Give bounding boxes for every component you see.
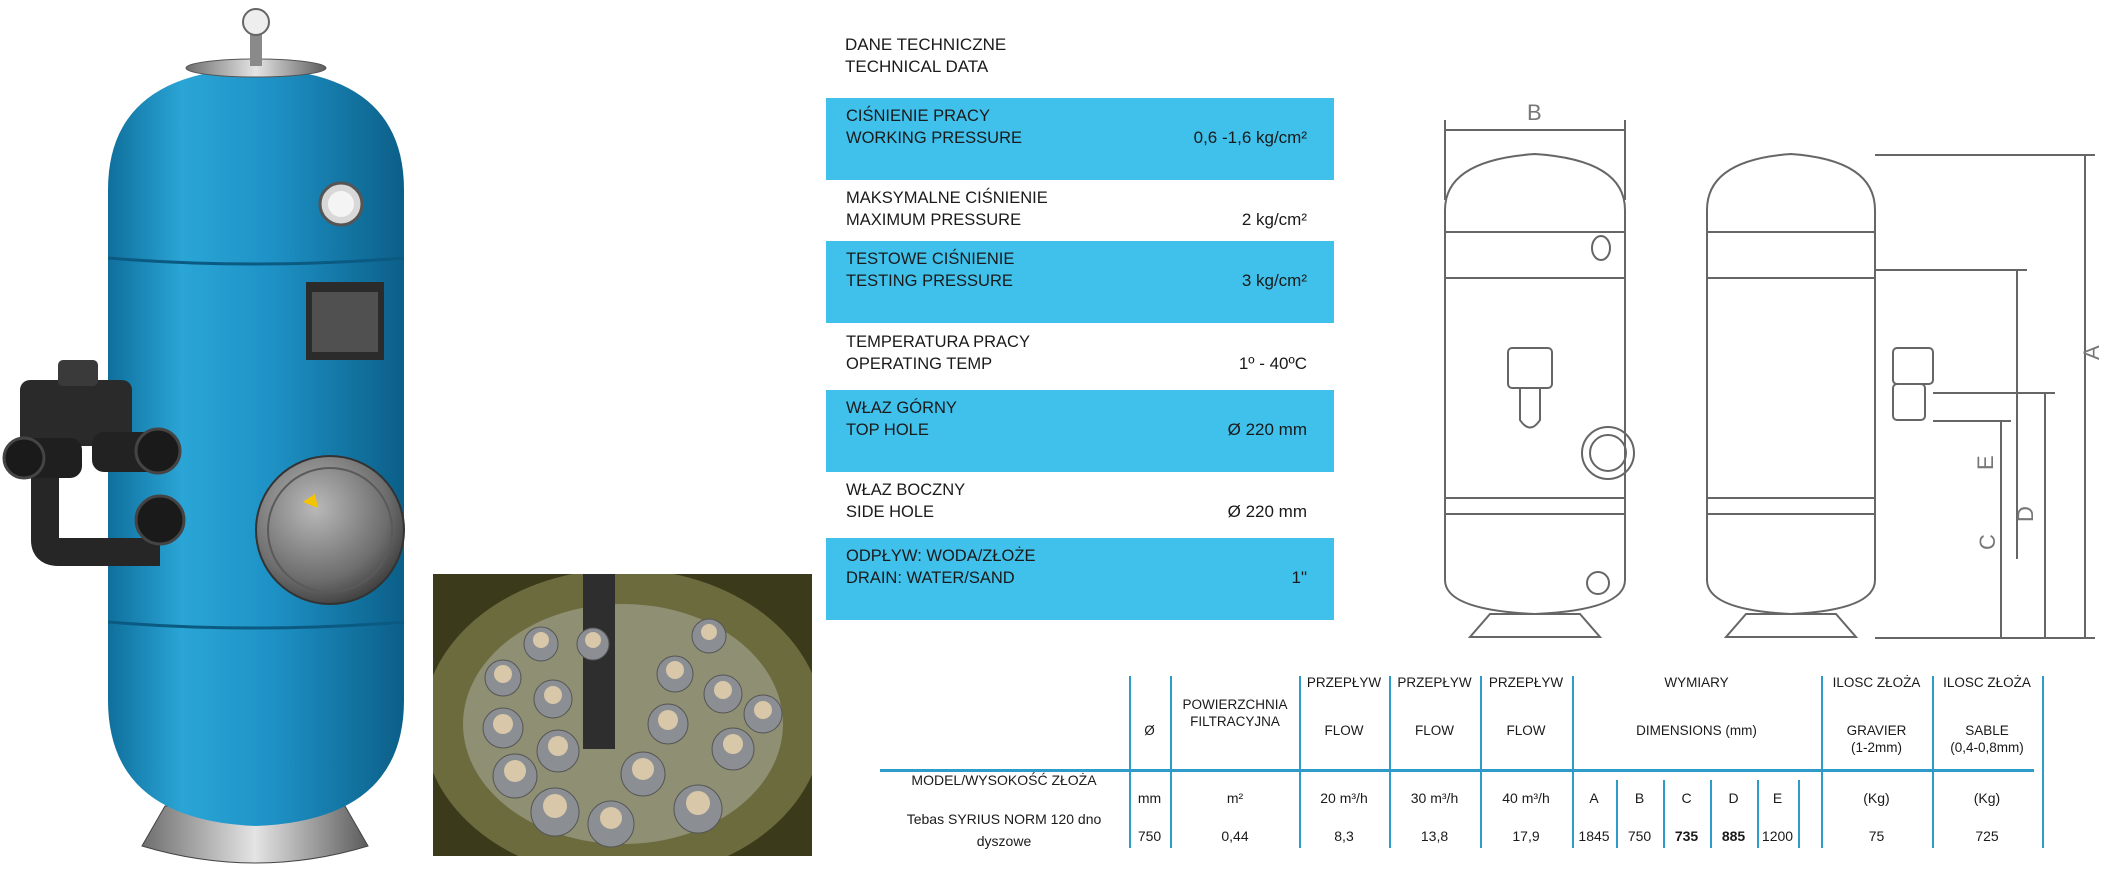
spec-row-working-pressure <box>826 98 1334 180</box>
header-flow-1-en: FLOW <box>1324 723 1364 738</box>
value-cell: 17,9 <box>1512 828 1540 844</box>
spec-label-pl: TESTOWE CIŚNIENIE <box>846 250 1015 268</box>
header-filtration <box>1171 696 1299 730</box>
spec-value: 1" <box>1291 568 1307 587</box>
spec-label-en: SIDE HOLE <box>846 502 935 521</box>
dimension-e-label: E <box>1973 455 1998 470</box>
spec-value: Ø 220 mm <box>1227 420 1307 439</box>
spec-label-en: DRAIN: WATER/SAND <box>846 568 1015 587</box>
unit-cell: (Kg) <box>1973 790 2001 806</box>
header-gravel-en <box>1821 722 1932 756</box>
spec-value: 2 kg/cm² <box>1241 210 1307 229</box>
value-cell: 0,44 <box>1221 828 1249 844</box>
header-flow-2-en: FLOW <box>1415 723 1454 738</box>
dimension-b-label: B <box>1527 100 1542 125</box>
dimension-c-label: C <box>1975 534 2000 550</box>
header-gravel-size: (1-2mm) <box>1851 740 1902 755</box>
spec-value: Ø 220 mm <box>1227 502 1307 521</box>
spec-value: 3 kg/cm² <box>1241 271 1307 290</box>
value-cell: 1200 <box>1761 828 1794 844</box>
dimension-c-line <box>1933 421 2011 638</box>
spec-label-pl: CIŚNIENIE PRACY <box>846 107 990 125</box>
header-flow-3-pl: PRZEPŁYW <box>1488 675 1564 690</box>
spec-label-en: TOP HOLE <box>846 420 929 439</box>
header-gravel-en-line1: GRAVIER <box>1846 723 1907 738</box>
spec-heading-pl: DANE TECHNICZNE <box>845 35 1007 54</box>
unit-cell: D <box>1728 790 1739 806</box>
spec-label-en: MAXIMUM PRESSURE <box>846 210 1022 229</box>
model-name-line1: Tebas SYRIUS NORM 120 dno <box>906 811 1102 827</box>
unit-cell: E <box>1772 790 1783 806</box>
unit-cell: (Kg) <box>1863 790 1890 806</box>
spec-label-en: OPERATING TEMP <box>846 354 993 373</box>
filter-tank-photo <box>0 0 420 878</box>
dimension-e-line <box>1875 270 2027 559</box>
spec-row-drain <box>826 538 1334 620</box>
spec-label-en: TESTING PRESSURE <box>846 271 1013 290</box>
unit-cell: A <box>1589 790 1599 806</box>
spec-label-pl: ODPŁYW: WODA/ZŁOŻE <box>846 547 1036 565</box>
spec-row-testing-pressure <box>826 241 1334 323</box>
unit-cell: 20 m³/h <box>1320 790 1368 806</box>
header-diameter: Ø <box>1144 723 1155 738</box>
header-sand-size: (0,4-0,8mm) <box>1950 740 2024 755</box>
value-cell: 735 <box>1674 828 1699 844</box>
unit-cell: 40 m³/h <box>1502 790 1550 806</box>
spec-row-top-hole <box>826 390 1334 472</box>
spec-label-en: WORKING PRESSURE <box>846 128 1023 147</box>
dimension-d-label: D <box>2013 506 2038 522</box>
value-cell: 725 <box>1975 828 1999 844</box>
header-dimensions-en: DIMENSIONS (mm) <box>1636 723 1757 738</box>
model-name <box>880 808 1128 852</box>
spec-label-pl: WŁAZ BOCZNY <box>846 481 966 499</box>
header-sand-en-line1: SABLE <box>1965 723 2009 738</box>
header-filtration-line1: POWIERZCHNIA <box>1182 697 1288 712</box>
header-filtration-line2: FILTRACYJNA <box>1190 714 1280 729</box>
header-dimensions-pl: WYMIARY <box>1664 675 1729 690</box>
value-cell: 885 <box>1721 828 1746 844</box>
dimension-a-label: A <box>2079 345 2104 360</box>
value-cell: 1845 <box>1578 828 1610 844</box>
model-data-table <box>880 668 2098 848</box>
spec-heading-en: TECHNICAL DATA <box>845 57 989 76</box>
value-cell: 750 <box>1627 828 1652 844</box>
value-cell: 8,3 <box>1334 828 1354 844</box>
nozzle-plate-photo <box>433 574 812 856</box>
spec-label-pl: MAKSYMALNE CIŚNIENIE <box>846 189 1048 207</box>
value-cell: 750 <box>1137 828 1162 844</box>
spec-heading <box>845 34 1006 78</box>
unit-cell: 30 m³/h <box>1410 790 1459 806</box>
header-sand-pl: ILOSC ZŁOŻA <box>1943 675 2031 690</box>
value-cell: 75 <box>1868 828 1885 844</box>
header-gravel-pl: ILOSC ZŁOŻA <box>1832 675 1921 690</box>
model-name-line2: dyszowe <box>976 833 1032 849</box>
spec-label-pl: WŁAZ GÓRNY <box>846 399 957 417</box>
header-flow-1-pl: PRZEPŁYW <box>1306 675 1382 690</box>
unit-cell: m² <box>1226 790 1244 806</box>
spec-label-pl: TEMPERATURA PRACY <box>846 333 1030 351</box>
dimension-a-line <box>1875 155 2095 638</box>
dimension-b-line <box>1445 120 1625 200</box>
side-view-tank <box>1707 154 1875 614</box>
header-flow-3-en: FLOW <box>1506 723 1546 738</box>
header-sand-en <box>1932 722 2042 756</box>
unit-cell: C <box>1681 790 1692 806</box>
header-flow-2-pl: PRZEPŁYW <box>1397 675 1472 690</box>
unit-cell: mm <box>1137 790 1162 806</box>
front-view-tank <box>1445 154 1625 614</box>
unit-cell: B <box>1634 790 1645 806</box>
spec-value: 1º - 40ºC <box>1238 354 1307 373</box>
value-cell: 13,8 <box>1420 828 1449 844</box>
dimension-drawings <box>1415 90 2115 650</box>
model-label: MODEL/WYSOKOŚĆ ZŁOŻA <box>911 772 1097 788</box>
spec-value: 0,6 -1,6 kg/cm² <box>1193 128 1307 147</box>
